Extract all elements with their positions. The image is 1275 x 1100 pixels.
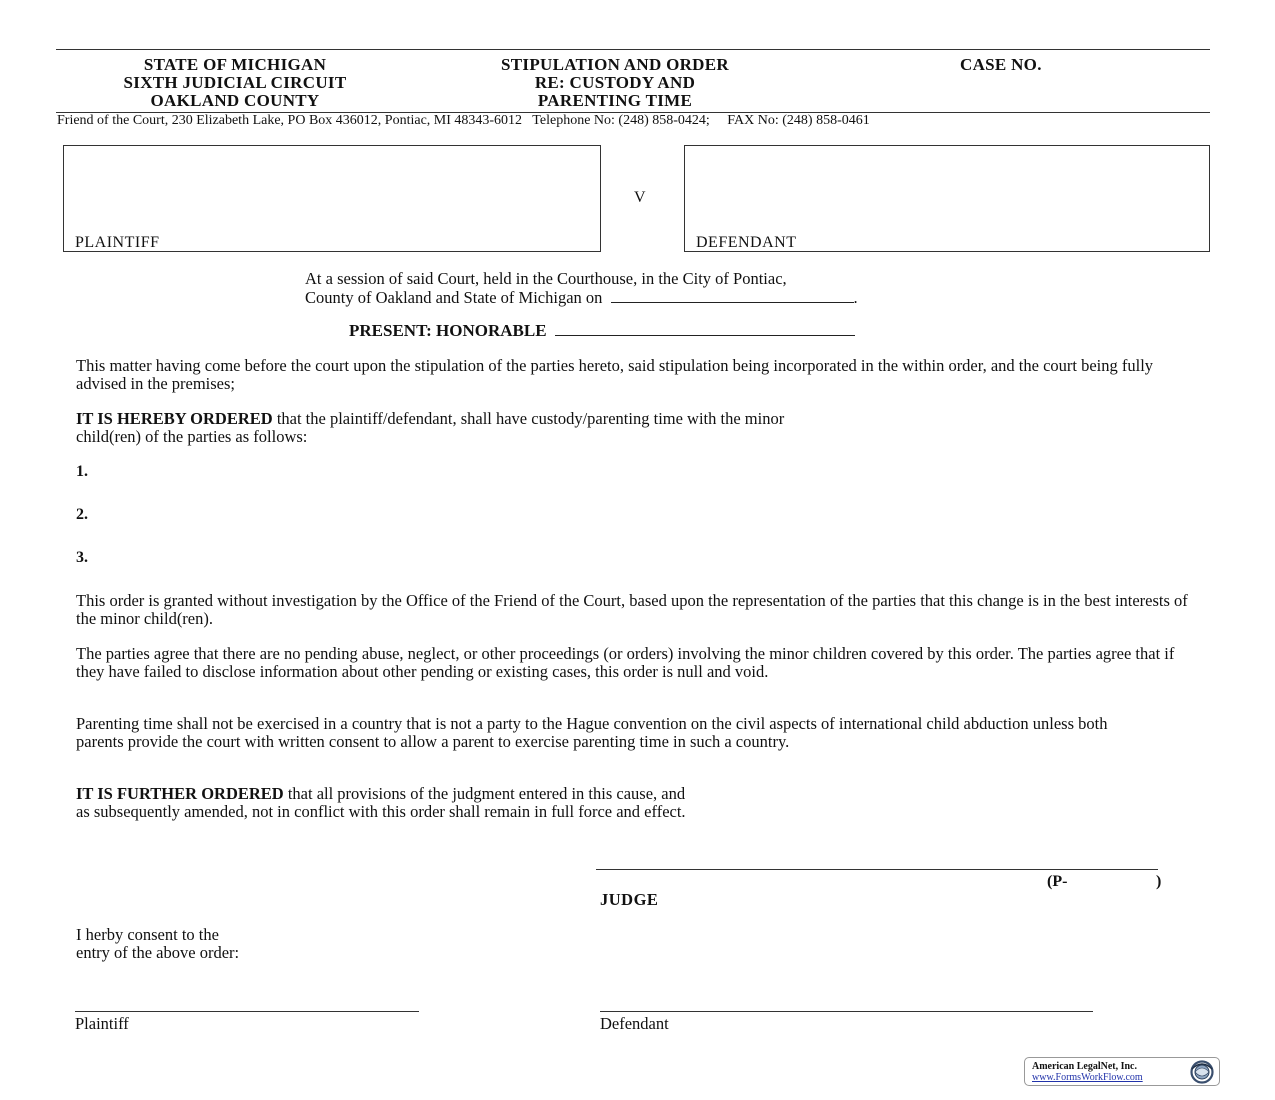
bar-number-field[interactable]	[1078, 872, 1154, 890]
court-address: Friend of the Court, 230 Elizabeth Lake, PO Box 436012, Pontiac, MI 48343-6012 Telephone No: (248) 858-0424; FAX No: (248) 858-0461	[57, 113, 870, 128]
plaintiff-signature-label: Plaintiff	[75, 1014, 129, 1033]
item-3-number: 3.	[76, 549, 88, 566]
item-2-number: 2.	[76, 506, 88, 523]
further-ordered-paragraph	[76, 785, 1196, 821]
plaintiff-label: PLAINTIFF	[75, 234, 160, 251]
parties-agree-paragraph: The parties agree that there are no pending abuse, neglect, or other proceedings (or orders) involving the minor children covered by this order. The parties agree that if they have failed to disclose information about other pending or existing cases, this order is null and void.	[76, 644, 1175, 681]
session-statement	[305, 270, 858, 307]
hereby-ordered-line2: child(ren) of the parties as follows:	[76, 427, 308, 446]
session-line2	[305, 288, 858, 307]
session-line1: At a session of said Court, held in the Courthouse, in the City of Pontiac,	[305, 269, 787, 288]
hereby-ordered-label: IT IS HEREBY ORDERED	[76, 409, 273, 428]
judge-name-field[interactable]	[555, 321, 855, 336]
case-number-field[interactable]	[1085, 54, 1205, 74]
form-title-line3: PARENTING TIME	[537, 91, 693, 110]
court-state: STATE OF MICHIGAN	[143, 55, 327, 74]
american-legalnet-badge[interactable]	[1024, 1057, 1220, 1086]
bar-number-prefix: (P-	[1047, 873, 1068, 890]
defendant-label: DEFENDANT	[696, 234, 797, 251]
further-ordered-label: IT IS FURTHER ORDERED	[76, 784, 284, 803]
court-name-block	[60, 56, 410, 110]
hereby-ordered-text: that the plaintiff/defendant, shall have custody/parenting time with the minor	[272, 409, 785, 428]
item-3-field[interactable]	[100, 546, 1200, 568]
session-date-field[interactable]	[611, 288, 854, 303]
defendant-box[interactable]	[684, 145, 1210, 252]
globe-icon	[1189, 1060, 1215, 1084]
further-ordered-text: that all provisions of the judgment entered in this cause, and	[283, 784, 686, 803]
defendant-signature-line[interactable]	[600, 1011, 1093, 1012]
badge-url-link[interactable]: www.FormsWorkFlow.com	[1032, 1072, 1143, 1083]
judge-label: JUDGE	[600, 890, 659, 909]
present-honorable	[349, 321, 855, 340]
form-title-line2: RE: CUSTODY AND	[534, 73, 696, 92]
further-ordered-line2: as subsequently amended, not in conflict with this order shall remain in full force and effect.	[76, 802, 686, 821]
judge-signature-line[interactable]	[596, 869, 1158, 870]
plaintiff-box[interactable]	[63, 145, 601, 252]
court-circuit: SIXTH JUDICIAL CIRCUIT	[123, 73, 347, 92]
item-2-field[interactable]	[100, 503, 1200, 525]
bar-number-suffix: )	[1156, 873, 1162, 890]
badge-company: American LegalNet, Inc.	[1032, 1061, 1137, 1072]
court-county: OAKLAND COUNTY	[150, 91, 320, 110]
consent-line2: entry of the above order:	[76, 943, 240, 962]
session-period: .	[853, 288, 858, 307]
plaintiff-signature-line[interactable]	[75, 1011, 419, 1012]
consent-line1: I herby consent to the	[76, 925, 219, 944]
form-title-block	[440, 56, 790, 110]
intro-paragraph: This matter having come before the court upon the stipulation of the parties hereto, said stipulation being incorporated in the within order, and the court being fully advised in the premises;	[76, 356, 1154, 393]
granted-paragraph: This order is granted without investigation by the Office of the Friend of the Court, based upon the representation of the parties that this change is in the best interests of the minor child(ren).	[76, 591, 1188, 628]
header-top-rule	[56, 49, 1210, 50]
hereby-ordered-paragraph	[76, 410, 1196, 446]
present-label: PRESENT: HONORABLE	[349, 321, 547, 340]
case-number-label: CASE NO.	[960, 55, 1042, 74]
item-1-field[interactable]	[100, 460, 1200, 482]
consent-statement	[76, 926, 239, 962]
session-line2-text: County of Oakland and State of Michigan on	[305, 288, 603, 307]
item-1-number: 1.	[76, 463, 88, 480]
form-title-line1: STIPULATION AND ORDER	[501, 55, 729, 74]
hague-paragraph: Parenting time shall not be exercised in a country that is not a party to the Hague convention on the civil aspects of international child abduction unless both parents provide the court with written consent to allow a parent to exercise parenting time in such a country.	[76, 714, 1108, 751]
versus-label: V	[634, 189, 646, 206]
defendant-signature-label: Defendant	[600, 1014, 669, 1033]
